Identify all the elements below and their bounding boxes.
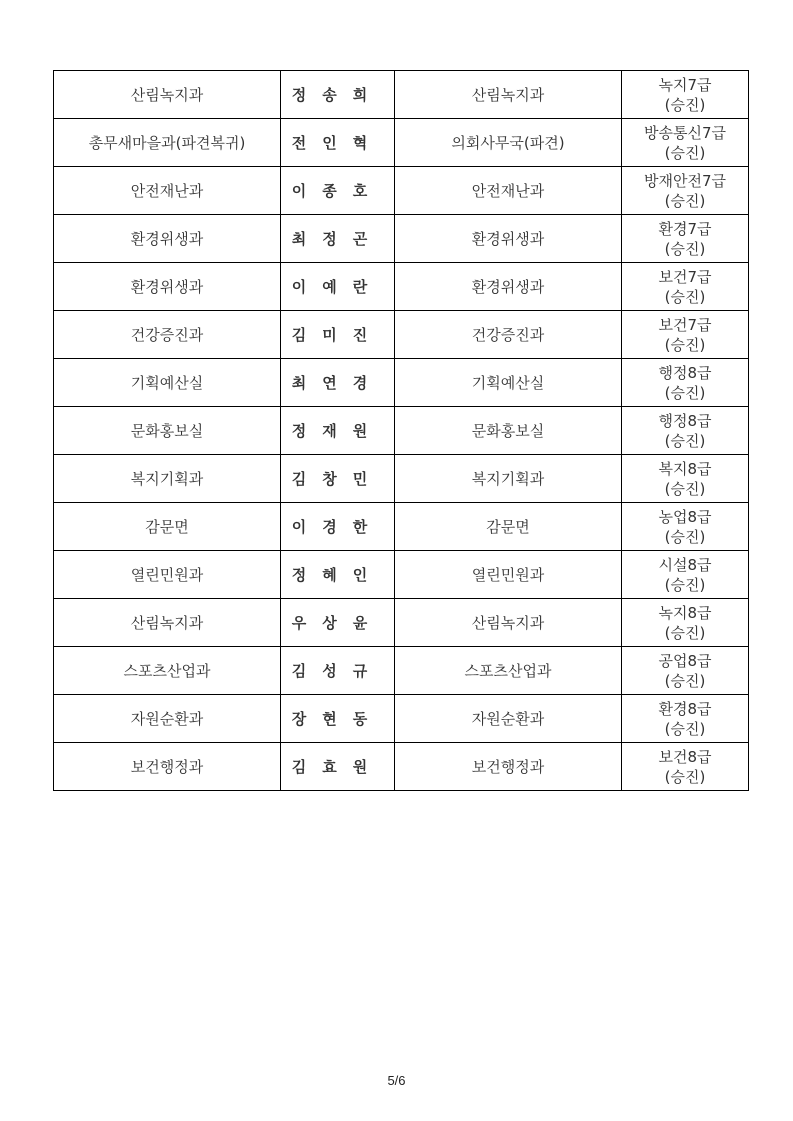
promotion-note: (승진) bbox=[664, 527, 706, 546]
page-number: 5/6 bbox=[387, 1073, 406, 1088]
grade-label: 공업8급 bbox=[658, 651, 712, 670]
table-row bbox=[54, 119, 749, 167]
employee-name-cell: 전인혁 bbox=[281, 119, 395, 167]
previous-department-cell: 보건행정과 bbox=[54, 743, 281, 791]
grade-label: 방송통신7급 bbox=[644, 123, 726, 142]
grade-cell bbox=[622, 359, 749, 407]
employee-name-cell: 우상윤 bbox=[281, 599, 395, 647]
previous-department-cell: 감문면 bbox=[54, 503, 281, 551]
table-row bbox=[54, 455, 749, 503]
new-department-cell: 감문면 bbox=[395, 503, 622, 551]
personnel-table bbox=[53, 70, 749, 791]
promotion-note: (승진) bbox=[664, 143, 706, 162]
employee-name-cell: 김미진 bbox=[281, 311, 395, 359]
promotion-note: (승진) bbox=[664, 287, 706, 306]
previous-department-cell: 환경위생과 bbox=[54, 263, 281, 311]
promotion-note: (승진) bbox=[664, 335, 706, 354]
grade-label: 행정8급 bbox=[658, 411, 712, 430]
promotion-note: (승진) bbox=[664, 383, 706, 402]
table-row bbox=[54, 695, 749, 743]
table-row bbox=[54, 503, 749, 551]
grade-label: 시설8급 bbox=[658, 555, 712, 574]
grade-cell bbox=[622, 647, 749, 695]
employee-name-cell: 김성규 bbox=[281, 647, 395, 695]
grade-label: 환경7급 bbox=[658, 219, 712, 238]
promotion-note: (승진) bbox=[664, 623, 706, 642]
grade-cell bbox=[622, 311, 749, 359]
employee-name-cell: 김창민 bbox=[281, 455, 395, 503]
new-department-cell: 문화홍보실 bbox=[395, 407, 622, 455]
new-department-cell: 안전재난과 bbox=[395, 167, 622, 215]
employee-name-cell: 이경한 bbox=[281, 503, 395, 551]
employee-name-cell: 정혜인 bbox=[281, 551, 395, 599]
previous-department-cell: 산림녹지과 bbox=[54, 599, 281, 647]
grade-label: 보건7급 bbox=[658, 267, 712, 286]
grade-label: 환경8급 bbox=[658, 699, 712, 718]
grade-label: 방재안전7급 bbox=[644, 171, 726, 190]
table-row bbox=[54, 263, 749, 311]
new-department-cell: 건강증진과 bbox=[395, 311, 622, 359]
promotion-note: (승진) bbox=[664, 671, 706, 690]
personnel-table-body bbox=[54, 71, 749, 791]
employee-name-cell: 최연경 bbox=[281, 359, 395, 407]
table-row bbox=[54, 167, 749, 215]
promotion-note: (승진) bbox=[664, 575, 706, 594]
table-row bbox=[54, 407, 749, 455]
grade-cell bbox=[622, 551, 749, 599]
promotion-note: (승진) bbox=[664, 95, 706, 114]
grade-cell bbox=[622, 263, 749, 311]
grade-label: 농업8급 bbox=[658, 507, 712, 526]
grade-cell bbox=[622, 119, 749, 167]
grade-cell bbox=[622, 599, 749, 647]
new-department-cell: 산림녹지과 bbox=[395, 599, 622, 647]
previous-department-cell: 환경위생과 bbox=[54, 215, 281, 263]
grade-cell bbox=[622, 695, 749, 743]
new-department-cell: 환경위생과 bbox=[395, 215, 622, 263]
previous-department-cell: 자원순환과 bbox=[54, 695, 281, 743]
grade-label: 보건7급 bbox=[658, 315, 712, 334]
grade-cell bbox=[622, 455, 749, 503]
previous-department-cell: 기획예산실 bbox=[54, 359, 281, 407]
previous-department-cell: 문화홍보실 bbox=[54, 407, 281, 455]
promotion-note: (승진) bbox=[664, 191, 706, 210]
new-department-cell: 열린민원과 bbox=[395, 551, 622, 599]
previous-department-cell: 총무새마을과(파견복귀) bbox=[54, 119, 281, 167]
table-row bbox=[54, 599, 749, 647]
promotion-note: (승진) bbox=[664, 431, 706, 450]
new-department-cell: 산림녹지과 bbox=[395, 71, 622, 119]
grade-cell bbox=[622, 503, 749, 551]
new-department-cell: 자원순환과 bbox=[395, 695, 622, 743]
previous-department-cell: 스포츠산업과 bbox=[54, 647, 281, 695]
new-department-cell: 복지기획과 bbox=[395, 455, 622, 503]
employee-name-cell: 정재원 bbox=[281, 407, 395, 455]
table-row bbox=[54, 311, 749, 359]
table-row bbox=[54, 647, 749, 695]
grade-cell bbox=[622, 215, 749, 263]
previous-department-cell: 안전재난과 bbox=[54, 167, 281, 215]
employee-name-cell: 정송희 bbox=[281, 71, 395, 119]
employee-name-cell: 이종호 bbox=[281, 167, 395, 215]
new-department-cell: 기획예산실 bbox=[395, 359, 622, 407]
grade-label: 녹지7급 bbox=[658, 75, 712, 94]
previous-department-cell: 열린민원과 bbox=[54, 551, 281, 599]
employee-name-cell: 최정곤 bbox=[281, 215, 395, 263]
promotion-note: (승진) bbox=[664, 239, 706, 258]
previous-department-cell: 건강증진과 bbox=[54, 311, 281, 359]
table-row bbox=[54, 71, 749, 119]
employee-name-cell: 장현동 bbox=[281, 695, 395, 743]
grade-label: 행정8급 bbox=[658, 363, 712, 382]
grade-label: 녹지8급 bbox=[658, 603, 712, 622]
new-department-cell: 보건행정과 bbox=[395, 743, 622, 791]
new-department-cell: 스포츠산업과 bbox=[395, 647, 622, 695]
previous-department-cell: 복지기획과 bbox=[54, 455, 281, 503]
grade-label: 복지8급 bbox=[658, 459, 712, 478]
grade-label: 보건8급 bbox=[658, 747, 712, 766]
employee-name-cell: 김효원 bbox=[281, 743, 395, 791]
grade-cell bbox=[622, 407, 749, 455]
employee-name-cell: 이예란 bbox=[281, 263, 395, 311]
previous-department-cell: 산림녹지과 bbox=[54, 71, 281, 119]
grade-cell bbox=[622, 71, 749, 119]
promotion-note: (승진) bbox=[664, 719, 706, 738]
grade-cell bbox=[622, 167, 749, 215]
table-row bbox=[54, 551, 749, 599]
grade-cell bbox=[622, 743, 749, 791]
promotion-note: (승진) bbox=[664, 479, 706, 498]
table-row bbox=[54, 359, 749, 407]
new-department-cell: 의회사무국(파견) bbox=[395, 119, 622, 167]
table-row bbox=[54, 743, 749, 791]
promotion-note: (승진) bbox=[664, 767, 706, 786]
new-department-cell: 환경위생과 bbox=[395, 263, 622, 311]
table-row bbox=[54, 215, 749, 263]
